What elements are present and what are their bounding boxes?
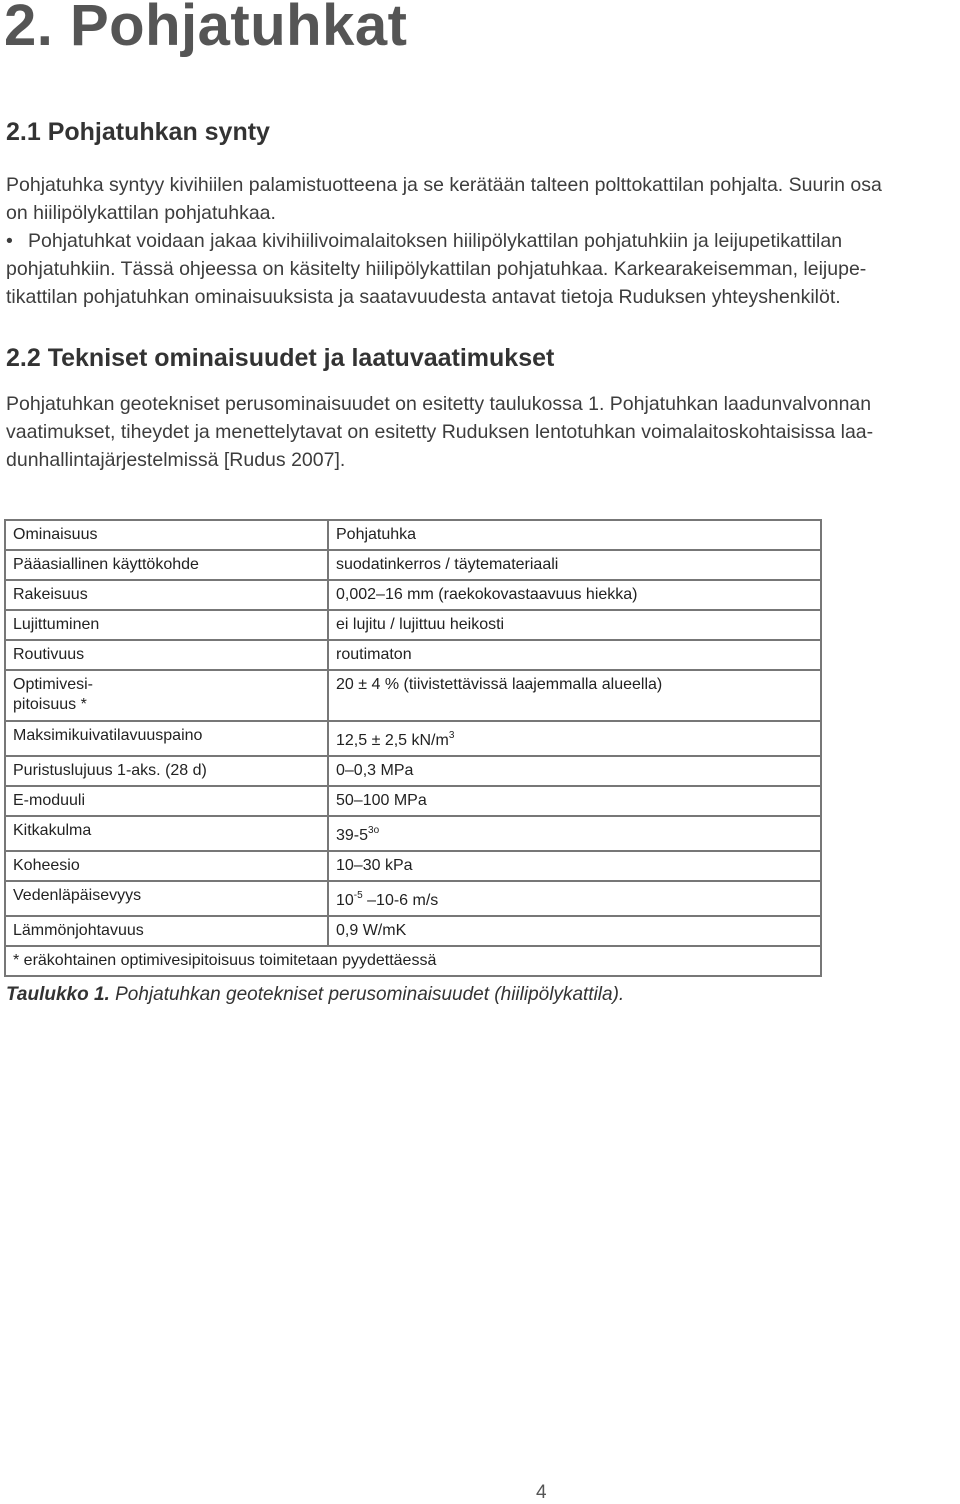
table-row [5,721,821,756]
section-heading-2-2: 2.2 Tekniset ominaisuudet ja laatuvaatimukset [6,344,555,372]
property-cell: E-moduuli [5,786,328,816]
table-header-cell: Ominaisuus [5,520,328,550]
property-cell: Pääasiallinen käyttökohde [5,550,328,580]
value-cell: 0,9 W/mK [328,916,821,946]
section-heading-2-1: 2.1 Pohjatuhkan synty [6,118,270,146]
bullet-item [6,227,960,255]
value-text: 12,5 ± 2,5 kN/m [336,732,449,749]
value-cell [328,816,821,851]
value-text: 10 [336,892,354,909]
property-line: Optimivesi- [13,676,94,693]
value-cell: 20 ± 4 % (tiivistettävissä laajemmalla alueella) [328,670,821,721]
table-row [5,756,821,786]
property-cell: Maksimikuivatilavuuspaino [5,721,328,756]
property-line: pitoisuus * [13,696,87,713]
superscript: 3 [448,730,455,741]
property-cell: Puristuslujuus 1-aks. (28 d) [5,756,328,786]
bullet-icon: • [6,230,13,252]
property-cell: Kitkakulma [5,816,328,851]
page-number: 4 [536,1482,547,1503]
value-cell: 0–0,3 MPa [328,756,821,786]
paragraph-line: Pohjatuhkat voidaan jakaa kivihiilivoimalaitoksen hiilipölykattilan pohjatuhkiin ja leijupetikattilan [28,230,843,252]
table-row [5,916,821,946]
properties-table [4,519,822,977]
paragraph-line: dunhallintajärjestelmissä [Rudus 2007]. [6,449,346,471]
property-cell: Lujittuminen [5,610,328,640]
table-row [5,640,821,670]
table-row [5,786,821,816]
value-cell: suodatinkerros / täytemateriaali [328,550,821,580]
property-cell: Vedenläpäisevyys [5,881,328,916]
table-row [5,851,821,881]
value-cell: 0,002–16 mm (raekokovastaavuus hiekka) [328,580,821,610]
value-text: –10-6 m/s [362,892,439,909]
property-cell: Lämmönjohtavuus [5,916,328,946]
superscript: 3o [368,825,380,836]
value-text: 39-5 [336,827,369,844]
value-cell [328,881,821,916]
table-row [5,610,821,640]
value-cell: 50–100 MPa [328,786,821,816]
paragraph-line: pohjatuhkiin. Tässä ohjeessa on käsitelty hiilipölykattilan pohjatuhkaa. Karkearakeisemman, leijupe- [6,258,867,280]
caption-text: Pohjatuhkan geotekniset perusominaisuudet (hiilipölykattila). [109,984,625,1005]
property-cell [5,670,328,721]
table-row [5,550,821,580]
property-cell: Koheesio [5,851,328,881]
table-row [5,580,821,610]
value-cell: routimaton [328,640,821,670]
property-cell: Rakeisuus [5,580,328,610]
table-caption [6,984,624,1006]
table-row [5,670,821,721]
table-row [5,816,821,851]
paragraph-line: on hiilipölykattilan pohjatuhkaa. [6,202,276,224]
table-footnote: * eräkohtainen optimivesipitoisuus toimitetaan pyydettäessä [5,946,821,976]
table-footnote-row [5,946,821,976]
paragraph-line: Pohjatuhka syntyy kivihiilen palamistuotteena ja se kerätään talteen polttokattilan pohjalta. Suurin osa [6,174,882,196]
table-header-row [5,520,821,550]
value-cell: ei lujitu / lujittuu heikosti [328,610,821,640]
value-cell: 10–30 kPa [328,851,821,881]
section-2-2-body [6,390,960,474]
paragraph-line: Pohjatuhkan geotekniset perusominaisuudet on esitetty taulukossa 1. Pohjatuhkan laadunvalvonnan [6,393,872,415]
property-cell: Routivuus [5,640,328,670]
paragraph-line: vaatimukset, tiheydet ja menettelytavat on esitetty Ruduksen lentotuhkan voimalaitoskohtaisissa laa- [6,421,874,443]
paragraph-line: tikattilan pohjatuhkan ominaisuuksista ja saatavuudesta antavat tietoja Ruduksen yhteyshenkilöt. [6,286,841,308]
table-header-cell: Pohjatuhka [328,520,821,550]
section-2-1-body [6,171,960,311]
page-title: 2. Pohjatuhkat [4,0,408,58]
table-row [5,881,821,916]
caption-label: Taulukko 1. [6,984,110,1005]
superscript: -5 [353,890,363,901]
value-cell [328,721,821,756]
